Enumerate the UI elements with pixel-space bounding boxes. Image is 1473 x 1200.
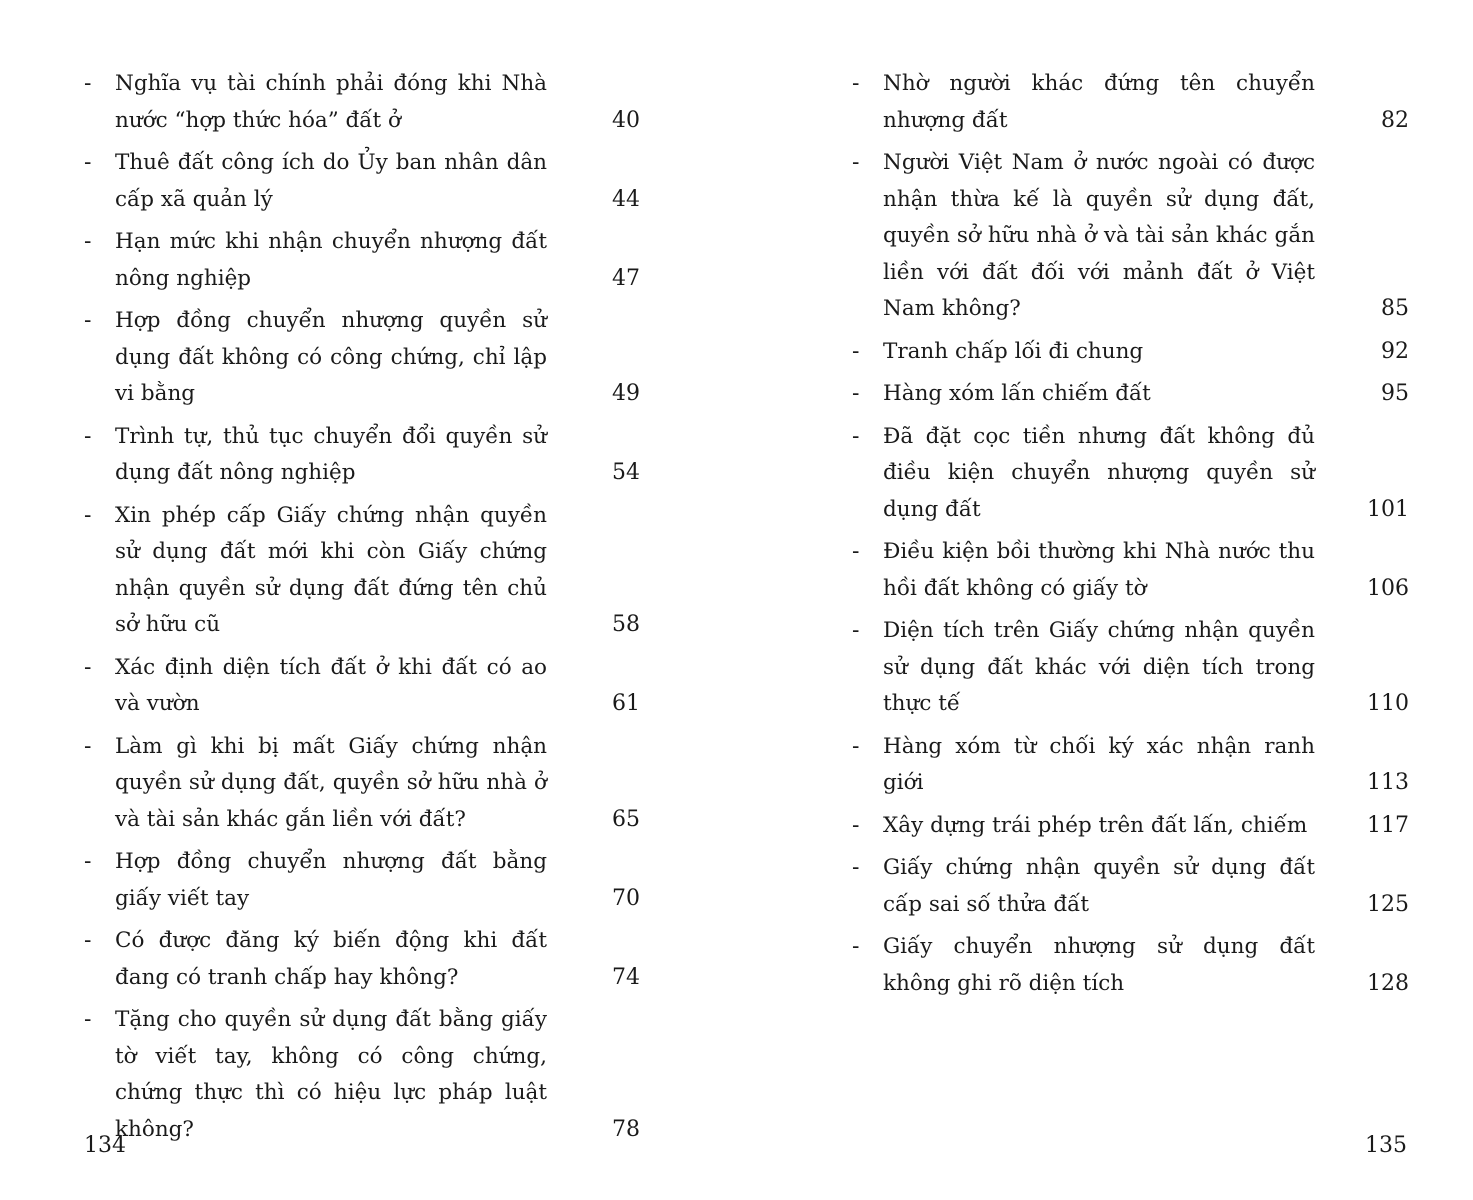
entry-page-number: 125 xyxy=(1367,891,1409,917)
entry-dash: - xyxy=(84,733,92,759)
entry-dash: - xyxy=(852,812,860,838)
entry-title: Nhờ người khác đứng tên chuyển nhượng đất xyxy=(883,71,1315,133)
entry-page-number: 58 xyxy=(612,612,640,637)
entry-title: Giấy chứng nhận quyền sử dụng đất cấp sai số thửa đất xyxy=(883,855,1315,917)
toc-entry xyxy=(852,929,1409,1002)
entry-page-number: 117 xyxy=(1367,812,1409,838)
toc-entry xyxy=(852,66,1409,139)
entry-title: Diện tích trên Giấy chứng nhận quyền sử dụng đất khác với diện tích trong thực tế xyxy=(883,618,1315,716)
entry-title: Nghĩa vụ tài chính phải đóng khi Nhà nước “hợp thức hóa” đất ở xyxy=(115,71,547,133)
toc-entry xyxy=(84,923,640,996)
entry-title: Xây dựng trái phép trên đất lấn, chiếm xyxy=(883,812,1308,838)
toc-entry xyxy=(852,419,1409,529)
entry-title: Xác định diện tích đất ở khi đất có ao và vườn xyxy=(115,654,547,716)
page-number-footer: 135 xyxy=(1365,1133,1407,1158)
toc-entry xyxy=(852,376,1409,413)
entry-page-number: 106 xyxy=(1367,575,1409,601)
entry-dash: - xyxy=(852,381,860,406)
entry-page-number: 95 xyxy=(1381,381,1409,406)
entry-page-number: 44 xyxy=(612,186,640,212)
entry-title: Giấy chuyển nhượng sử dụng đất không ghi rõ diện tích xyxy=(883,934,1315,996)
entry-page-number: 40 xyxy=(612,107,640,133)
entry-dash: - xyxy=(84,308,92,333)
toc-entry xyxy=(84,303,640,413)
entry-dash: - xyxy=(852,338,860,364)
entry-dash: - xyxy=(84,229,92,254)
entry-title: Hàng xóm lấn chiếm đất xyxy=(883,381,1151,406)
entry-dash: - xyxy=(852,423,860,449)
entry-page-number: 61 xyxy=(612,691,640,716)
entry-page-number: 78 xyxy=(612,1116,640,1142)
entry-title: Thuê đất công ích do Ủy ban nhân dân cấp xã quản lý xyxy=(115,150,547,212)
toc-entry xyxy=(852,613,1409,723)
entry-page-number: 70 xyxy=(612,885,640,911)
right-page xyxy=(736,0,1473,1200)
entry-page-number: 47 xyxy=(612,265,640,291)
toc-list-right xyxy=(852,66,1409,1008)
entry-dash: - xyxy=(852,150,860,175)
entry-dash: - xyxy=(852,733,860,759)
entry-title: Tranh chấp lối đi chung xyxy=(883,338,1144,364)
entry-page-number: 110 xyxy=(1367,691,1409,716)
entry-title: Hàng xóm từ chối ký xác nhận ranh giới xyxy=(883,733,1315,795)
entry-page-number: 128 xyxy=(1367,970,1409,996)
entry-dash: - xyxy=(852,855,860,880)
toc-entry xyxy=(84,844,640,917)
toc-entry xyxy=(852,145,1409,328)
entry-page-number: 85 xyxy=(1381,296,1409,321)
left-page xyxy=(0,0,736,1200)
toc-entry xyxy=(84,650,640,723)
toc-entry xyxy=(84,498,640,644)
entry-title: Điều kiện bồi thường khi Nhà nước thu hồi đất không có giấy tờ xyxy=(883,539,1315,601)
entry-page-number: 65 xyxy=(612,806,640,832)
entry-page-number: 49 xyxy=(612,381,640,406)
entry-title: Có được đăng ký biến động khi đất đang có tranh chấp hay không? xyxy=(115,928,547,990)
entry-dash: - xyxy=(852,934,860,959)
entry-dash: - xyxy=(84,1007,92,1032)
entry-dash: - xyxy=(84,423,92,449)
entry-dash: - xyxy=(84,654,92,680)
toc-entry xyxy=(84,224,640,297)
toc-entry xyxy=(852,334,1409,371)
entry-title: Xin phép cấp Giấy chứng nhận quyền sử dụng đất mới khi còn Giấy chứng nhận quyền sử dụng đất đứng tên chủ sở hữu cũ xyxy=(115,502,547,637)
toc-entry xyxy=(84,66,640,139)
entry-page-number: 92 xyxy=(1381,338,1409,364)
entry-title: Tặng cho quyền sử dụng đất bằng giấy tờ viết tay, không có công chứng, chứng thực thì có hiệu lực pháp luật không? xyxy=(115,1007,547,1142)
entry-title: Hạn mức khi nhận chuyển nhượng đất nông nghiệp xyxy=(115,229,547,291)
entry-dash: - xyxy=(84,150,92,175)
toc-entry xyxy=(84,1002,640,1148)
entry-title: Đã đặt cọc tiền nhưng đất không đủ điều kiện chuyển nhượng quyền sử dụng đất xyxy=(883,423,1315,522)
toc-entry xyxy=(84,729,640,839)
entry-title: Trình tự, thủ tục chuyển đổi quyền sử dụng đất nông nghiệp xyxy=(115,423,547,485)
entry-dash: - xyxy=(84,849,92,874)
entry-dash: - xyxy=(84,502,92,528)
entry-dash: - xyxy=(84,71,92,96)
entry-dash: - xyxy=(84,928,92,953)
entry-dash: - xyxy=(852,539,860,564)
toc-entry xyxy=(852,850,1409,923)
entry-title: Người Việt Nam ở nước ngoài có được nhận thừa kế là quyền sử dụng đất, quyền sở hữu nhà ở và tài sản khác gắn liền với đất đối với mảnh đất ở Việt Nam không? xyxy=(883,150,1315,321)
entry-page-number: 82 xyxy=(1381,107,1409,133)
entry-dash: - xyxy=(852,71,860,96)
page-number-footer: 134 xyxy=(84,1133,126,1158)
toc-entry xyxy=(852,534,1409,607)
entry-page-number: 113 xyxy=(1367,770,1409,795)
entry-page-number: 74 xyxy=(612,964,640,990)
entry-dash: - xyxy=(852,618,860,643)
entry-page-number: 101 xyxy=(1367,496,1409,522)
toc-list-left xyxy=(84,66,640,1154)
entry-page-number: 54 xyxy=(612,460,640,485)
entry-title: Làm gì khi bị mất Giấy chứng nhận quyền sử dụng đất, quyền sở hữu nhà ở và tài sản khác gắn liền với đất? xyxy=(115,733,547,832)
entry-title: Hợp đồng chuyển nhượng đất bằng giấy viết tay xyxy=(115,849,547,911)
toc-entry xyxy=(84,145,640,218)
toc-entry xyxy=(852,729,1409,802)
toc-entry xyxy=(852,808,1409,845)
entry-title: Hợp đồng chuyển nhượng quyền sử dụng đất không có công chứng, chỉ lập vi bằng xyxy=(115,308,547,406)
toc-entry xyxy=(84,419,640,492)
